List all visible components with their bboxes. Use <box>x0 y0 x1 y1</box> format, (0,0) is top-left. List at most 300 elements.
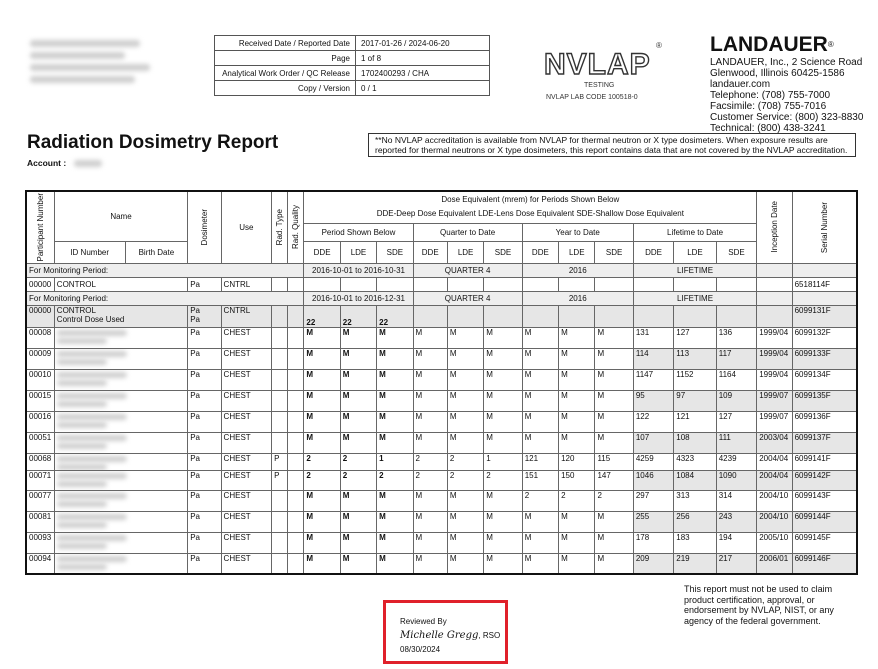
dde-value: M <box>522 553 558 574</box>
dde-value: M <box>304 390 340 411</box>
table-row <box>26 453 857 470</box>
table-row <box>26 470 857 490</box>
dosimetry-table <box>25 190 858 575</box>
participant-number: 00077 <box>26 490 54 511</box>
table-row <box>26 532 857 553</box>
lifetime-sde-value: 4239 <box>716 453 757 470</box>
participant-name-redacted <box>54 411 187 432</box>
dde-value: M <box>522 432 558 453</box>
participant-name-redacted <box>54 453 187 470</box>
company-address-line: LANDAUER, Inc., 2 Science Road <box>710 57 863 68</box>
rad-quality <box>288 453 304 470</box>
dde-value: M <box>413 348 447 369</box>
use-location: CHEST <box>221 432 272 453</box>
inception-date: 2004/10 <box>757 511 792 532</box>
nvlap-testing-label: TESTING <box>584 82 615 89</box>
use-location: CHEST <box>221 390 272 411</box>
col-serial-number: Serial Number <box>792 191 857 263</box>
lde-value: 2 <box>340 453 376 470</box>
table-row <box>26 511 857 532</box>
dde-value: M <box>304 369 340 390</box>
participant-number: 00016 <box>26 411 54 432</box>
sde-value: M <box>484 490 522 511</box>
sde-value: M <box>377 490 413 511</box>
dde-value: M <box>304 490 340 511</box>
rad-type <box>272 490 288 511</box>
participant-name-redacted <box>54 511 187 532</box>
col-participant-number: Participant Number <box>26 191 54 263</box>
col-dde: DDE <box>413 241 447 263</box>
sde-value: M <box>484 532 522 553</box>
inception-date: 2006/01 <box>757 553 792 574</box>
lifetime-lde-value: 219 <box>674 553 716 574</box>
lde-value: 150 <box>559 470 595 490</box>
sde-value: M <box>595 432 633 453</box>
meta-label: Received Date / Reported Date <box>215 36 356 51</box>
use-location: CHEST <box>221 511 272 532</box>
lde-value: M <box>559 390 595 411</box>
lde-value: M <box>340 327 376 348</box>
use-location: CNTRL <box>221 305 272 327</box>
rad-quality <box>288 490 304 511</box>
lde-value: M <box>340 490 376 511</box>
rad-type <box>272 327 288 348</box>
lifetime-lde-value: 108 <box>674 432 716 453</box>
period-range: 2016-10-01 to 2016-10-31 <box>304 263 413 277</box>
dde-value: M <box>413 432 447 453</box>
dde-value: M <box>304 511 340 532</box>
lifetime-lde-value: 97 <box>674 390 716 411</box>
lifetime-lde-value: 121 <box>674 411 716 432</box>
col-lde: LDE <box>559 241 595 263</box>
lifetime-lde-value: 113 <box>674 348 716 369</box>
lifetime-dde-value: 131 <box>633 327 673 348</box>
report-meta-table <box>214 35 490 96</box>
lifetime-dde-value: 95 <box>633 390 673 411</box>
lifetime-lde-value: 1084 <box>674 470 716 490</box>
redacted-line <box>30 52 125 59</box>
sde-value: M <box>377 553 413 574</box>
sde-value: M <box>377 511 413 532</box>
lde-value: M <box>340 348 376 369</box>
lifetime-dde-value: 107 <box>633 432 673 453</box>
participant-number: 00000 <box>26 305 54 327</box>
sde-value: M <box>595 390 633 411</box>
col-rad-type: Rad. Type <box>272 191 288 263</box>
sde-value: M <box>377 348 413 369</box>
lde-value: M <box>447 348 483 369</box>
lde-value: M <box>559 411 595 432</box>
participant-number: 00071 <box>26 470 54 490</box>
period-lifetime: LIFETIME <box>633 263 756 277</box>
participant-number: 00081 <box>26 511 54 532</box>
sde-value: M <box>484 369 522 390</box>
dosimeter-type: Pa <box>188 369 221 390</box>
lifetime-lde-value: 313 <box>674 490 716 511</box>
dde-value: 2 <box>522 490 558 511</box>
dde-value: M <box>304 532 340 553</box>
use-location: CHEST <box>221 470 272 490</box>
dde-value: M <box>413 390 447 411</box>
meta-label: Analytical Work Order / QC Release <box>215 66 356 81</box>
sde-value: M <box>595 327 633 348</box>
reviewed-by-label: Reviewed By <box>400 617 447 626</box>
sde-value: 2 <box>377 470 413 490</box>
lifetime-sde-value: 1090 <box>716 470 757 490</box>
dosimeter-type: Pa <box>188 490 221 511</box>
lifetime-dde-value: 1147 <box>633 369 673 390</box>
participant-name-redacted <box>54 490 187 511</box>
nvlap-mark-icon <box>540 40 665 92</box>
dde-value: 2 <box>304 453 340 470</box>
serial-number: 6518114F <box>792 277 857 291</box>
dde-value: M <box>522 511 558 532</box>
dosimeter-type: Pa <box>188 390 221 411</box>
sde-value: 147 <box>595 470 633 490</box>
lifetime-lde-value: 127 <box>674 327 716 348</box>
dde-value: M <box>522 532 558 553</box>
sde-value: M <box>377 432 413 453</box>
dde-value: M <box>413 369 447 390</box>
sde-value: M <box>484 348 522 369</box>
col-dde: DDE <box>304 241 340 263</box>
col-id-number: ID Number <box>54 241 125 263</box>
sde-value: M <box>595 411 633 432</box>
account-field: Account : <box>27 158 102 168</box>
lifetime-lde-value: 1152 <box>674 369 716 390</box>
rad-quality <box>288 369 304 390</box>
inception-date: 1999/04 <box>757 327 792 348</box>
lifetime-sde-value: 243 <box>716 511 757 532</box>
page-title: Radiation Dosimetry Report <box>27 132 279 153</box>
col-lde: LDE <box>674 241 716 263</box>
lde-value: M <box>447 553 483 574</box>
col-sde: SDE <box>377 241 413 263</box>
dde-value: M <box>413 532 447 553</box>
sde-value: M <box>484 432 522 453</box>
monitoring-period-label: For Monitoring Period: <box>26 263 304 277</box>
participant-number: 00051 <box>26 432 54 453</box>
participant-number: 00009 <box>26 348 54 369</box>
sde-value: M <box>595 532 633 553</box>
participant-name: CONTROL Control Dose Used <box>54 305 187 327</box>
redacted-line <box>30 40 140 47</box>
dde-value: 2 <box>413 470 447 490</box>
lifetime-sde-value: 1164 <box>716 369 757 390</box>
col-lde: LDE <box>447 241 483 263</box>
dde-value: M <box>522 348 558 369</box>
sde-value: M <box>484 390 522 411</box>
monitoring-period-row <box>26 291 857 305</box>
use-location: CHEST <box>221 490 272 511</box>
serial-number: 6099132F <box>792 327 857 348</box>
inception-date: 1999/04 <box>757 348 792 369</box>
nvlap-logo <box>540 40 665 101</box>
sde-value: M <box>377 532 413 553</box>
lde-value: M <box>340 369 376 390</box>
rad-quality <box>288 511 304 532</box>
serial-number: 6099134F <box>792 369 857 390</box>
col-dde: DDE <box>522 241 558 263</box>
nvlap-lab-code: NVLAP LAB CODE 100518-0 <box>546 94 638 101</box>
lifetime-to-date-header: Lifetime to Date <box>633 223 756 241</box>
rad-type <box>272 553 288 574</box>
period-quarter: QUARTER 4 <box>413 263 522 277</box>
lifetime-lde-value: 183 <box>674 532 716 553</box>
lifetime-dde-value: 178 <box>633 532 673 553</box>
sde-value: 1 <box>377 453 413 470</box>
redacted-address <box>30 40 160 88</box>
lifetime-lde-value: 256 <box>674 511 716 532</box>
sde-value: M <box>484 511 522 532</box>
dde-value: 2 <box>413 453 447 470</box>
dosimeter-type: Pa <box>188 553 221 574</box>
participant-number: 00094 <box>26 553 54 574</box>
period-range: 2016-10-01 to 2016-12-31 <box>304 291 413 305</box>
sde-value: M <box>377 390 413 411</box>
participant-number: 00068 <box>26 453 54 470</box>
participant-name: CONTROL <box>54 277 187 291</box>
lifetime-dde-value: 4259 <box>633 453 673 470</box>
lde-value: M <box>340 411 376 432</box>
lde-value: M <box>447 432 483 453</box>
lde-value: M <box>340 532 376 553</box>
inception-date: 2003/04 <box>757 432 792 453</box>
year-to-date-header: Year to Date <box>522 223 633 241</box>
use-location: CHEST <box>221 348 272 369</box>
lifetime-dde-value: 255 <box>633 511 673 532</box>
use-location: CHEST <box>221 411 272 432</box>
use-location: CHEST <box>221 553 272 574</box>
table-row <box>26 390 857 411</box>
company-customer-service: Customer Service: (800) 323-8830 <box>710 112 864 123</box>
participant-name-redacted <box>54 553 187 574</box>
participant-number: 00008 <box>26 327 54 348</box>
sde-value: 115 <box>595 453 633 470</box>
use-location: CHEST <box>221 369 272 390</box>
table-row <box>26 327 857 348</box>
dde-value: 151 <box>522 470 558 490</box>
inception-date: 2005/10 <box>757 532 792 553</box>
dde-value: M <box>522 369 558 390</box>
lde-value: M <box>447 327 483 348</box>
lde-value: M <box>340 511 376 532</box>
lde-value: 2 <box>447 470 483 490</box>
serial-number: 6099137F <box>792 432 857 453</box>
dde-value: M <box>413 511 447 532</box>
company-telephone: Telephone: (708) 755-7000 <box>710 90 831 101</box>
lifetime-sde-value: 127 <box>716 411 757 432</box>
dde-value: 22 <box>304 305 340 327</box>
control-row <box>26 305 857 327</box>
inception-date: 2004/04 <box>757 470 792 490</box>
col-lde: LDE <box>340 241 376 263</box>
dde-value: M <box>413 327 447 348</box>
sde-value: M <box>595 369 633 390</box>
company-website: landauer.com <box>710 79 771 90</box>
sde-value: M <box>595 348 633 369</box>
sde-value: M <box>377 327 413 348</box>
table-row <box>26 432 857 453</box>
dde-value: M <box>304 432 340 453</box>
rad-type <box>272 411 288 432</box>
lde-value: 22 <box>340 305 376 327</box>
lde-value: 120 <box>559 453 595 470</box>
company-logo: LANDAUER® <box>710 33 834 56</box>
serial-number: 6099131F <box>792 305 857 327</box>
dde-value: M <box>413 490 447 511</box>
dosimeter-type: Pa Pa <box>188 305 221 327</box>
col-rad-quality: Rad. Quality <box>288 191 304 263</box>
lifetime-sde-value: 111 <box>716 432 757 453</box>
participant-name-redacted <box>54 327 187 348</box>
dde-value: M <box>413 411 447 432</box>
lde-value: M <box>559 327 595 348</box>
rad-type <box>272 532 288 553</box>
participant-number: 00093 <box>26 532 54 553</box>
participant-name-redacted <box>54 390 187 411</box>
table-row <box>26 490 857 511</box>
rad-quality <box>288 348 304 369</box>
table-row <box>26 553 857 574</box>
inception-date: 1999/07 <box>757 411 792 432</box>
participant-name-redacted <box>54 532 187 553</box>
lde-value: M <box>447 490 483 511</box>
dosimeter-type: Pa <box>188 432 221 453</box>
sde-value: M <box>484 553 522 574</box>
lde-value: M <box>559 432 595 453</box>
control-row <box>26 277 857 291</box>
participant-number: 00015 <box>26 390 54 411</box>
table-row <box>26 411 857 432</box>
rad-quality <box>288 327 304 348</box>
rad-type <box>272 511 288 532</box>
monitoring-period-label: For Monitoring Period: <box>26 291 304 305</box>
participant-rows <box>26 327 857 574</box>
dde-value: 2 <box>304 470 340 490</box>
dde-value: 121 <box>522 453 558 470</box>
period-year: 2016 <box>522 263 633 277</box>
inception-date: 2004/04 <box>757 453 792 470</box>
lde-value: M <box>559 369 595 390</box>
serial-number: 6099141F <box>792 453 857 470</box>
monitoring-period-row <box>26 263 857 277</box>
dosimeter-type: Pa <box>188 277 221 291</box>
company-fax: Facsimile: (708) 755-7016 <box>710 101 827 112</box>
lde-value: M <box>559 532 595 553</box>
serial-number: 6099144F <box>792 511 857 532</box>
col-inception-date: Inception Date <box>757 191 792 263</box>
participant-name-redacted <box>54 348 187 369</box>
dosimeter-type: Pa <box>188 348 221 369</box>
lde-value: 2 <box>559 490 595 511</box>
col-dosimeter: Dosimeter <box>188 191 221 263</box>
col-sde: SDE <box>716 241 757 263</box>
reviewer-signature: Michelle Gregg, RSO <box>400 630 501 641</box>
lde-value: M <box>447 511 483 532</box>
period-shown-header: Period Shown Below <box>304 223 413 241</box>
use-location: CHEST <box>221 532 272 553</box>
table-row <box>26 369 857 390</box>
lifetime-sde-value: 136 <box>716 327 757 348</box>
lifetime-sde-value: 117 <box>716 348 757 369</box>
sde-value: M <box>595 511 633 532</box>
rad-quality <box>288 432 304 453</box>
dde-value: M <box>522 390 558 411</box>
lifetime-dde-value: 297 <box>633 490 673 511</box>
lde-value: M <box>340 432 376 453</box>
dosimeter-type: Pa <box>188 532 221 553</box>
period-year: 2016 <box>522 291 633 305</box>
participant-name-redacted <box>54 432 187 453</box>
lifetime-sde-value: 217 <box>716 553 757 574</box>
inception-date: 2004/10 <box>757 490 792 511</box>
serial-number: 6099146F <box>792 553 857 574</box>
redacted-line <box>30 76 135 83</box>
period-quarter: QUARTER 4 <box>413 291 522 305</box>
col-name: Name <box>54 191 187 241</box>
meta-label: Page <box>215 51 356 66</box>
lifetime-lde-value: 4323 <box>674 453 716 470</box>
col-sde: SDE <box>484 241 522 263</box>
col-dde: DDE <box>633 241 673 263</box>
serial-number: 6099143F <box>792 490 857 511</box>
lde-value: M <box>340 553 376 574</box>
col-sde: SDE <box>595 241 633 263</box>
serial-number: 6099145F <box>792 532 857 553</box>
lde-value: 2 <box>340 470 376 490</box>
sde-value: M <box>484 411 522 432</box>
company-technical: Technical: (800) 438-3241 <box>710 123 826 134</box>
dde-value: M <box>413 553 447 574</box>
rad-quality <box>288 470 304 490</box>
lde-value: M <box>559 348 595 369</box>
inception-date: 1999/04 <box>757 369 792 390</box>
rad-type: P <box>272 453 288 470</box>
sde-value: 2 <box>484 470 522 490</box>
meta-value: 0 / 1 <box>356 81 490 96</box>
lde-value: M <box>447 532 483 553</box>
lde-value: M <box>447 390 483 411</box>
dosimeter-type: Pa <box>188 453 221 470</box>
lde-value: M <box>559 553 595 574</box>
sde-value: M <box>484 327 522 348</box>
lifetime-sde-value: 314 <box>716 490 757 511</box>
sde-value: 1 <box>484 453 522 470</box>
quarter-to-date-header: Quarter to Date <box>413 223 522 241</box>
rad-type <box>272 348 288 369</box>
certification-disclaimer: This report must not be used to claim product certification, approval, or endorsement by NVLAP, NIST, or any agency of the federal government. <box>684 584 834 626</box>
dose-equivalent-header: Dose Equivalent (mrem) for Periods Shown Below DDE-Deep Dose Equivalent LDE-Lens Dose Equivalent SDE-Shallow Dose Equivalent <box>304 191 757 223</box>
lde-value: 2 <box>447 453 483 470</box>
lifetime-sde-value: 194 <box>716 532 757 553</box>
rad-type <box>272 432 288 453</box>
meta-value: 1702400293 / CHA <box>356 66 490 81</box>
serial-number: 6099142F <box>792 470 857 490</box>
serial-number: 6099135F <box>792 390 857 411</box>
sde-value: M <box>377 369 413 390</box>
dde-value: M <box>304 411 340 432</box>
dosimeter-type: Pa <box>188 327 221 348</box>
lde-value: M <box>447 369 483 390</box>
nvlap-wordmark: NVLAP <box>544 48 651 81</box>
dosimeter-type: Pa <box>188 511 221 532</box>
sde-value: 22 <box>377 305 413 327</box>
use-location: CHEST <box>221 327 272 348</box>
sde-value: 2 <box>595 490 633 511</box>
company-address-line: Glenwood, Illinois 60425-1586 <box>710 68 845 79</box>
participant-name-redacted <box>54 369 187 390</box>
